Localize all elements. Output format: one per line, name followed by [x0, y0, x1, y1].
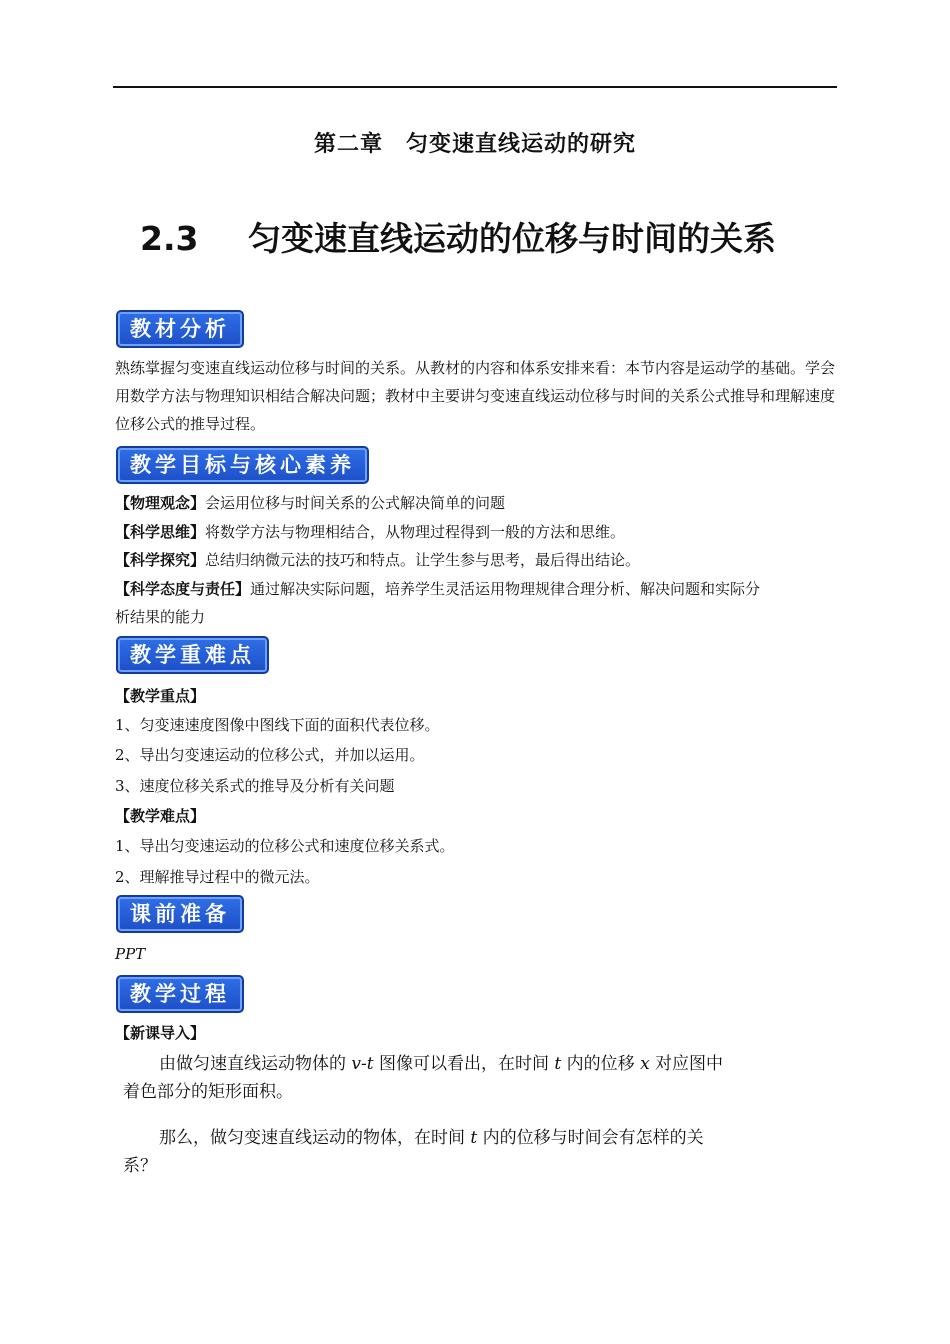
intro-heading: 【新课导入】	[115, 1024, 206, 1042]
badge-preparation: 课前准备	[116, 895, 244, 933]
intro-paragraph-1: 由做匀速直线运动物体的 v-t 图像可以看出，在时间 t 内的位移 x 对应图中 着色部分的矩形面积。	[123, 1054, 724, 1102]
badge-key-points: 教学重难点	[116, 636, 269, 674]
intro-paragraph-2: 那么，做匀变速直线运动的物体，在时间 t 内的位移与时间会有怎样的关 系？	[123, 1128, 704, 1176]
badge-process: 教学过程	[116, 975, 244, 1013]
badge-analysis: 教材分析	[116, 310, 244, 348]
goal-item: 【科学探究】总结归纳微元法的技巧和特点。让学生参与思考，最后得出结论。	[115, 551, 641, 569]
section-title	[140, 213, 776, 260]
section-number: 2.3	[140, 219, 199, 258]
goal-item: 【科学态度与责任】通过解决实际问题，培养学生灵活运用物理规律合理分析、解决问题和实际分	[115, 580, 761, 598]
difficult-item: 1、导出匀变速运动的位移公式和速度位移关系式。	[115, 837, 455, 855]
chapter-title: 第二章 匀变速直线运动的研究	[313, 132, 636, 157]
goal-item: 【科学思维】将数学方法与物理相结合，从物理过程得到一般的方法和思维。	[115, 523, 626, 541]
preparation-text: PPT	[115, 945, 146, 963]
goal-item-continued: 析结果的能力	[115, 608, 206, 626]
key-heading: 【教学重点】	[115, 687, 206, 705]
header-rule	[113, 86, 837, 88]
key-item: 2、导出匀变速运动的位移公式，并加以运用。	[115, 746, 425, 764]
section-title-text: 匀变速直线运动的位移与时间的关系	[248, 219, 776, 258]
key-item: 3、速度位移关系式的推导及分析有关问题	[115, 777, 395, 795]
difficult-heading: 【教学难点】	[115, 807, 206, 825]
badge-goals: 教学目标与核心素养	[116, 446, 369, 484]
key-item: 1、匀变速速度图像中图线下面的面积代表位移。	[115, 716, 440, 734]
difficult-item: 2、理解推导过程中的微元法。	[115, 868, 320, 886]
goal-item: 【物理观念】会运用位移与时间关系的公式解决简单的问题	[115, 494, 506, 512]
analysis-paragraph: 熟练掌握匀变速直线运动位移与时间的关系。从教材的内容和体系安排来看：本节内容是运动学的基础。学会用数学方法与物理知识相结合解决问题；教材中主要讲匀变速直线运动位移与时间的关系公式推导和理解速度位移公式的推导过程。	[115, 359, 836, 433]
